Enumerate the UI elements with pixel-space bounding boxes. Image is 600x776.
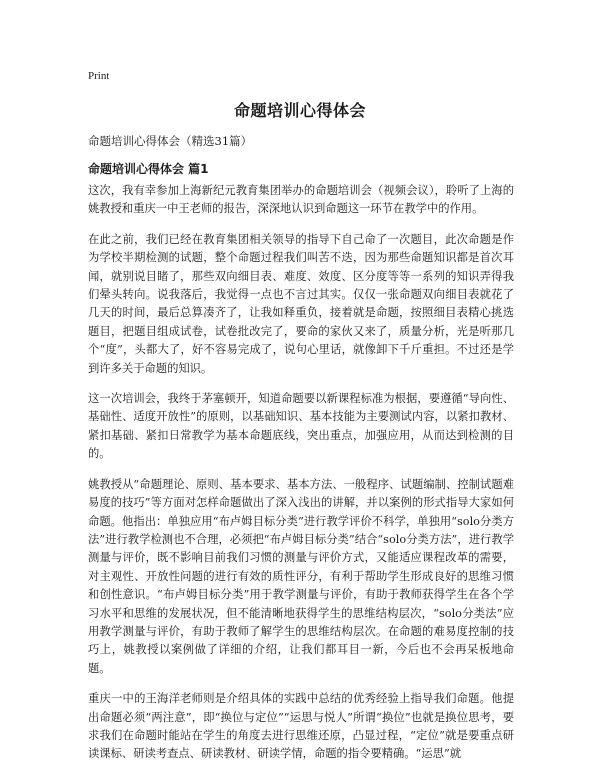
section-heading: 命题培训心得体会 篇1	[88, 162, 209, 176]
print-link[interactable]: Print	[88, 70, 110, 82]
paragraph-5: 重庆一中的王海洋老师则是介绍具体的实践中总结的优秀经验上指导我们命题。他提出命题必须“两注意”，即“换位与定位”“运思与悦人”所谓“换位”也就是换位思考，要求我们在命题时能站在学生的角度去进行思维还原，凸显过程，“定位”就是要重点研读课标、研读考查点、研读教材、研读学情，命题的指令要精确。“运思”就	[88, 692, 514, 761]
document-subtitle: 命题培训心得体会（精选31篇）	[88, 134, 253, 148]
paragraph-2: 在此之前，我们已经在教育集团相关领导的指导下自己命了一次题目，此次命题是作为学校半期检测的试题，整个命题过程我们叫苦不迭，因为那些命题知识都是首次耳闻，就别说目睹了，那些双向细目表、难度、效度、区分度等等一系列的知识弄得我们晕头转向。说我落后，我觉得一点也不言过其实。仅仅一张命题双向细目表就花了几天的时间，最后总算凑齐了，让我如释重负，接着就是命题，按照细目表精心挑选题目，把题目组成试卷，试卷批改完了，要命的家伙又来了，质量分析，光是听那几个“度”，头都大了，好不容易完成了，说句心里话，就像卸下千斤重担。不过还是学到许多关于命题的知识。	[88, 232, 514, 375]
paragraph-3: 这一次培训会，我终于茅塞顿开，知道命题要以新课程标准为根据，要遵循“导向性、基础性、适度开放性”的原则，以基础知识、基本技能为主要测试内容，以紧扣教材、紧扣基础、紧扣日常教学为基本命题底线，突出重点，加强应用，从而达到检测的目的。	[88, 392, 514, 461]
paragraph-4: 姚教授从“命题理论、原则、基本要求、基本方法、一般程序、试题编制、控制试题难易度的技巧”等方面对怎样命题做出了深入浅出的讲解，并以案例的形式指导大家如何命题。他指出：单独应用“布卢姆目标分类”进行教学评价不科学，单独用“solo分类方法”进行教学检测也不合理，必须把“布卢姆目标分类”结合“solo分类方法”，进行教学测量与评价，既不影响目前我们习惯的测量与评价方式，又能适应课程改革的需要，对主观性、开放性问题的进行有效的质性评分，有利于帮助学生形成良好的思维习惯和创性意识。“布卢姆目标分类”用于教学测量与评价，有助于教师获得学生在各个学习水平和思维的发展状况，但不能清晰地获得学生的思维结构层次，“solo分类法”应用教学测量与评价，有助于教师了解学生的思维结构层次。在命题的难易度控制的技巧上，姚教授以案例做了详细的介绍，让我们都耳目一新，今后也不会再呆板地命题。	[88, 477, 514, 675]
document-title: 命题培训心得体会	[233, 101, 366, 120]
document-body	[88, 182, 514, 776]
paragraph-1: 这次，我有幸参加上海新纪元教育集团举办的命题培训会（视频会议），聆听了上海的姚教授和重庆一中王老师的报告，深深地认识到命题这一环节在教学中的作用。	[88, 184, 514, 216]
